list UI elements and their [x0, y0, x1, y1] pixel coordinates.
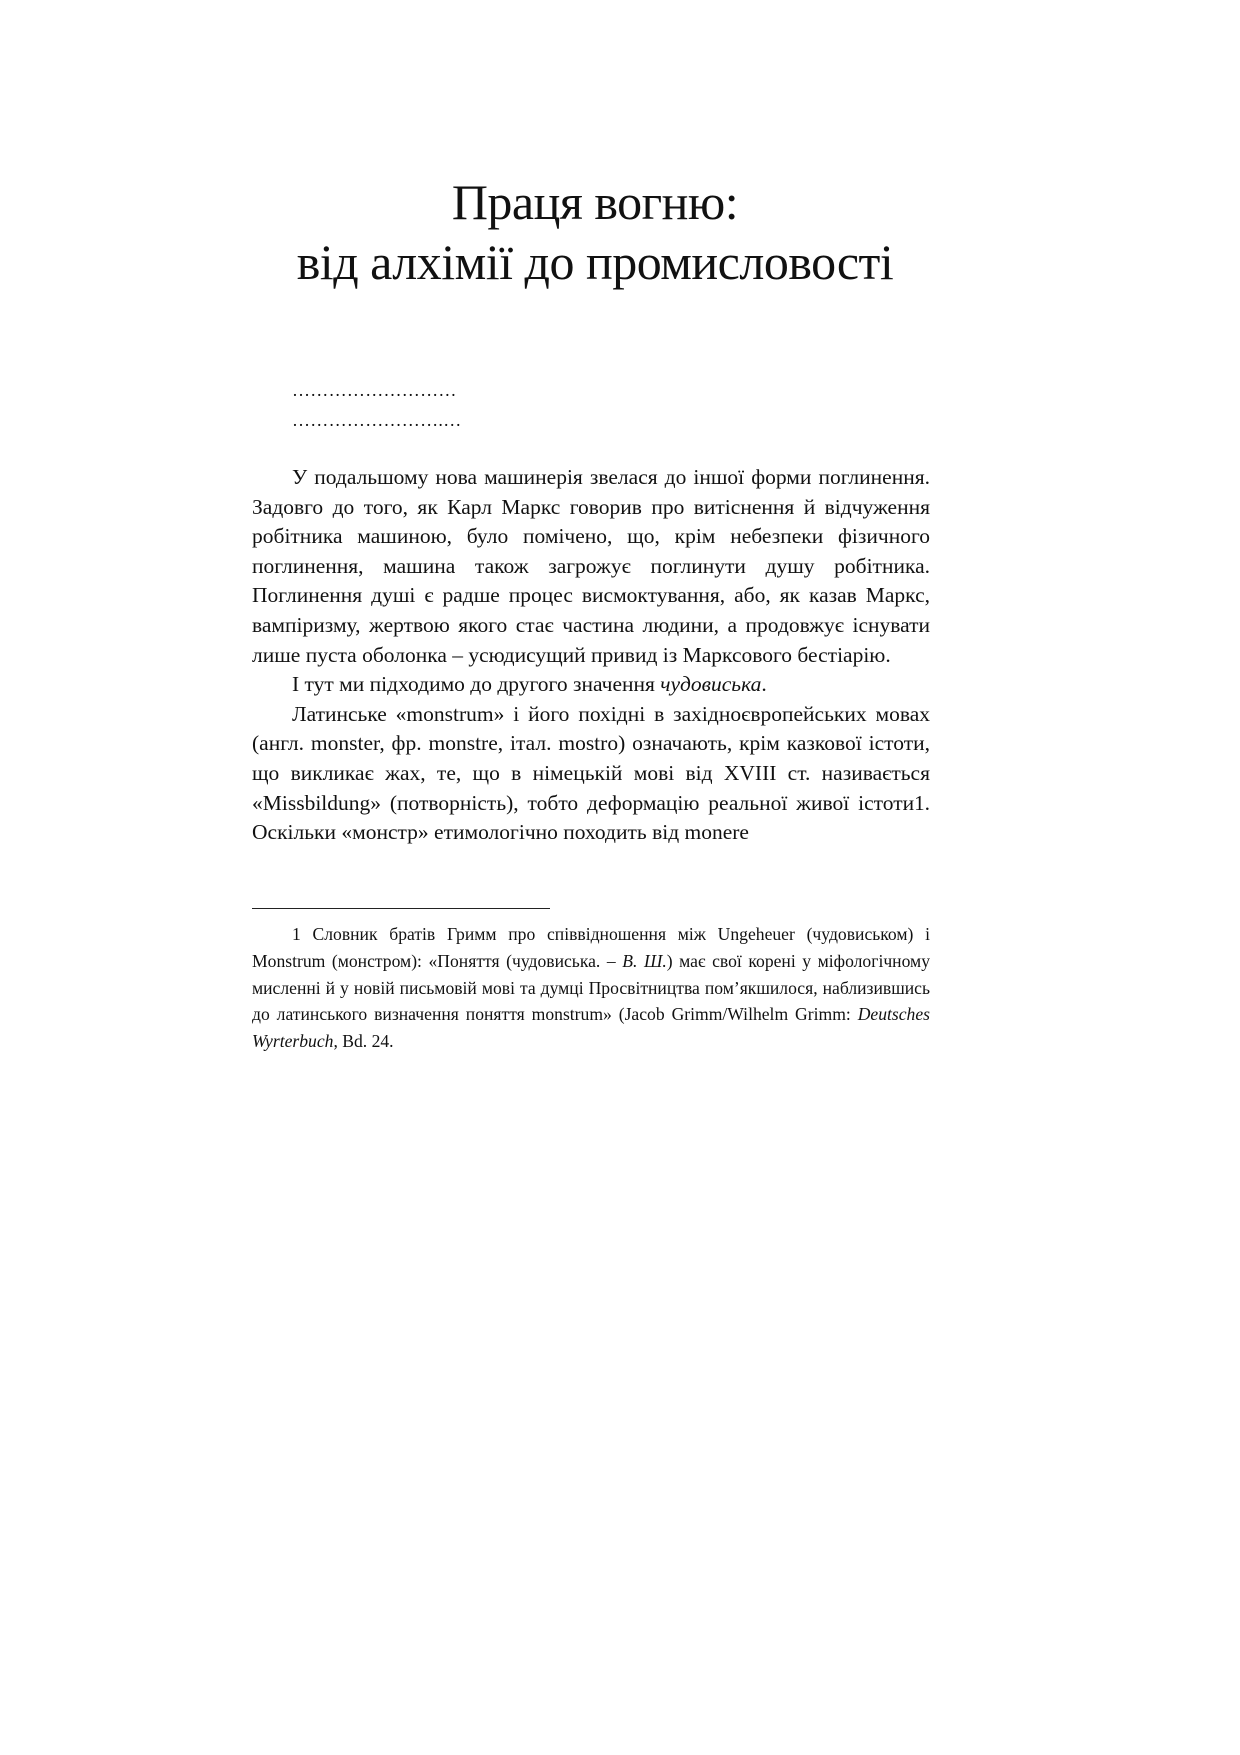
body-text	[252, 463, 930, 848]
footnote-1	[252, 921, 930, 1055]
footnote-separator	[252, 908, 550, 909]
paragraph-2-text: І тут ми підходимо до другого значення	[292, 672, 661, 697]
footnote-text-2: ) має свої корені у міфологічному мисленні й у новій письмовій мові та думці Просвітництва пом’якшилося, наблизившись до латинського визначення поняття monstrum» (Jacob Grimm/Wilhelm Grimm:	[252, 950, 930, 1025]
paragraph-2-end: .	[761, 672, 767, 697]
footnote	[252, 921, 930, 1055]
chapter-title-line-1: Праця вогню:	[451, 173, 739, 230]
footnote-text-1: 1 Словник братів Гримм про співвідношення між Ungeheuer (чудовиськом) і Monstrum (монстром): «Поняття (чудовиська. –	[252, 924, 930, 971]
paragraph-1: У подальшому нова машинерія звелася до іншої форми поглинення. Задовго до того, як Карл Маркс говорив про витіснення й відчуження робітника машиною, було помічено, що, крім небезпеки фізичного поглинення, машина також загрожує поглинути душу робітника. Поглинення душі є радше процес висмоктування, або, як казав Маркс, вампіризму, жертвою якого стає частина людини, а продовжує існувати лише пуста оболонка – усюдисущий привид із Марксового бестіарію.	[252, 465, 930, 667]
placeholder-dots-1: ………………………	[292, 380, 457, 400]
paragraph-3	[252, 700, 930, 848]
chapter-title	[250, 172, 940, 292]
paragraph-2-italic: чудовиська	[660, 672, 762, 697]
paragraph-3-text: Латинське «monstrum» і його похідні в західноєвропейських мовах (англ. monster, фр. monstre, італ. mostro) означають, крім казкової істоти, що викликає жах, те, що в німецькій мові від XVIII ст. називається «Missbildung» (потворність), тобто деформацію реальної живої істоти	[252, 701, 930, 815]
footnote-italic-2: Deutsches Wyrterbuch	[252, 1004, 930, 1052]
footnote-reference[interactable]: 1	[914, 790, 925, 815]
paragraph-2	[252, 670, 930, 700]
placeholder-dots-2: …………………….…	[292, 410, 462, 430]
chapter-title-line-2: від алхімії до промисловості	[296, 233, 894, 290]
footnote-text-3: , Bd. 24.	[333, 1031, 394, 1052]
footnote-italic-1: В. Ш.	[622, 950, 667, 971]
paragraph-3-end: . Оскільки «монстр» етимологічно походить від monere	[252, 790, 930, 845]
